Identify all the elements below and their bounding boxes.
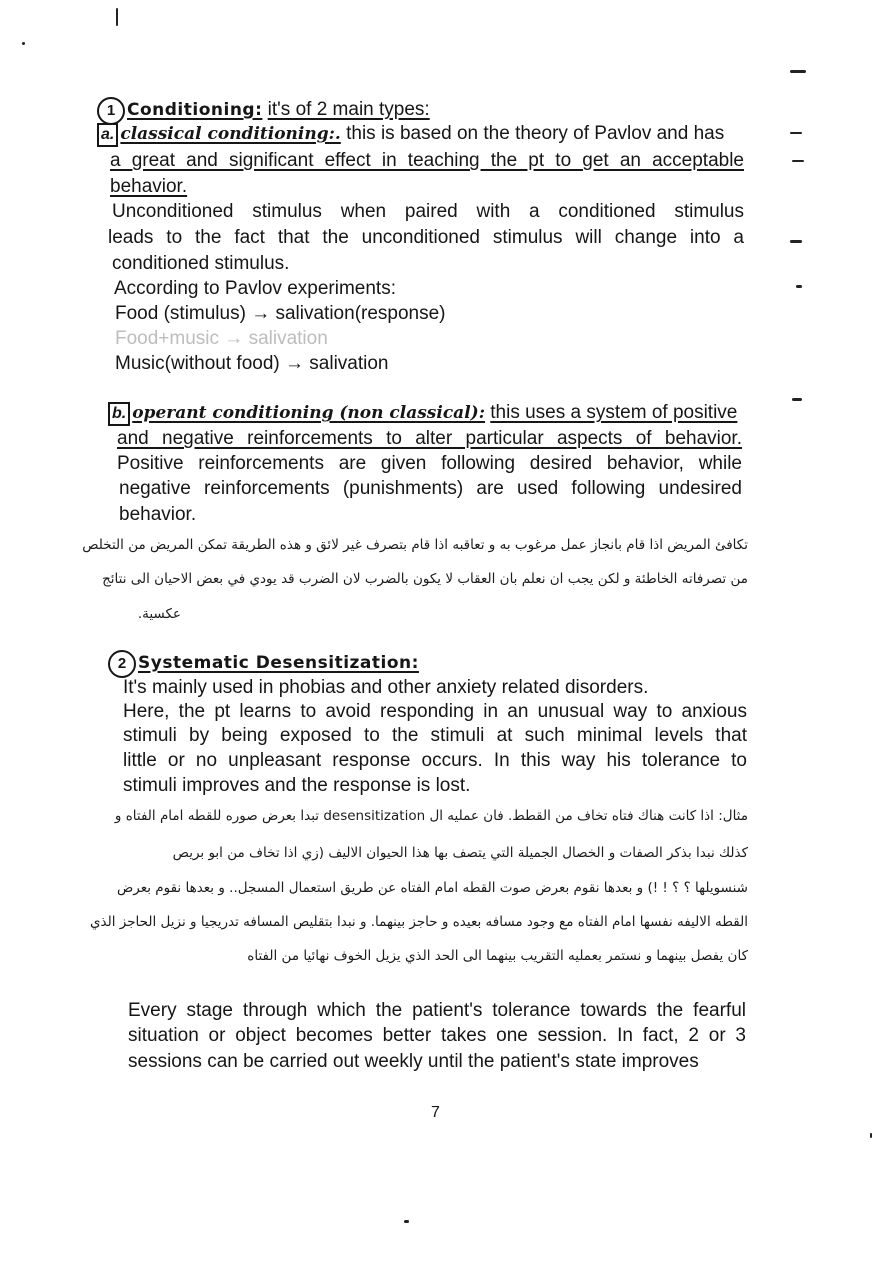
body-text-line: conditioned stimulus.: [112, 253, 290, 274]
body-text-line: Here, the pt learns to avoid responding in an unusual way to anxious: [123, 701, 747, 722]
closing-text-line: sessions can be carried out weekly until the patient's state improves: [128, 1051, 699, 1072]
section-2-heading: [108, 650, 419, 678]
subsection-letter-a: a.: [97, 123, 118, 147]
classical-heading-line: [97, 122, 724, 147]
arabic-note-line: كان يفصل بينهما و نستمر بعمليه التقريب بينهما الى الحد الذي يزيل الخوف نهائيا من الفتاه: [247, 948, 748, 964]
body-text-line: little or no unpleasant response occurs. In this way his tolerance to: [123, 750, 747, 771]
body-text-line: leads to the fact that the unconditioned stimulus will change into a: [108, 227, 744, 248]
scan-mark: [116, 8, 118, 26]
body-text-line: this is based on the theory of Pavlov and has: [346, 123, 725, 144]
scan-mark: [870, 1133, 872, 1138]
scan-mark: [790, 240, 802, 243]
arabic-note-line: تكافئ المريض اذا قام بانجاز عمل مرغوب به و تعاقبه اذا قام بتصرف غير لائق و هذه الطريقة تمكن المريض من التخلص: [82, 537, 748, 553]
scan-mark: [792, 160, 804, 162]
operant-heading-line: [108, 401, 737, 426]
section-number-badge: 2: [108, 650, 136, 678]
body-text-line: Music(without food) → salivation: [115, 353, 389, 374]
body-text-line: and negative reinforcements to alter particular aspects of behavior.: [117, 428, 742, 449]
section-subtitle: it's of 2 main types:: [267, 99, 430, 120]
page-number: 7: [431, 1104, 440, 1121]
body-text-line: behavior.: [110, 176, 188, 197]
body-text-line: Unconditioned stimulus when paired with a conditioned stimulus: [112, 201, 744, 222]
section-number-badge: 1: [97, 97, 125, 125]
scan-mark: [796, 285, 802, 288]
body-text-line: Positive reinforcements are given following desired behavior, while: [117, 453, 742, 474]
section-1-heading: [97, 97, 430, 125]
scan-mark: [792, 398, 802, 401]
scan-mark: [22, 42, 25, 45]
scan-mark: [790, 70, 806, 73]
arabic-note-line: القطه الاليفه نفسها امام الفتاه مع وجود مسافه بعيده و حاجز بينهما. و نبدا بتقليص المسافه تدريجيا و نزيل الحاجز الذي: [89, 914, 748, 930]
body-text-line: behavior.: [119, 504, 197, 525]
closing-text-line: situation or object becomes better takes one session. In fact, 2 or 3: [128, 1025, 746, 1046]
body-text-line: negative reinforcements (punishments) are used following undesired: [119, 478, 742, 499]
body-text-line: this uses a system of positive: [490, 402, 738, 423]
subsection-letter-b: b.: [108, 402, 130, 426]
subsection-heading: classical conditioning:.: [120, 124, 341, 144]
section-heading: Conditioning:: [127, 100, 263, 120]
scan-mark: [790, 132, 802, 134]
arabic-note-line: عكسية.: [137, 606, 181, 622]
arabic-note-line: شنسويلها ؟ ؟ ! !) و بعدها نقوم بعرض صوت القطه امام الفتاه عن طريق استعمال المسجل.. و بعدها نقوم بعرض: [116, 880, 748, 896]
arabic-note-line: كذلك نبدا بذكر الصفات و الخصال الجميلة التي يتصف بها هذا الحيوان الاليف (زي اذا تخاف من ابو بريص: [172, 845, 748, 861]
closing-text-line: Every stage through which the patient's tolerance towards the fearful: [128, 1000, 746, 1021]
arabic-note-line: من تصرفاته الخاطئة و لكن يجب ان نعلم بان العقاب لا يكون بالضرب لان الضرب قد يودي في بعض الاحيان الى نتائج: [102, 571, 748, 587]
body-text-line: It's mainly used in phobias and other anxiety related disorders.: [123, 677, 649, 698]
faded-text-line: Food+music → salivation: [115, 328, 328, 349]
arabic-note-line: مثال: اذا كانت هناك فتاه تخاف من القطط. فان عمليه ال desensitization تبدا بعرض صوره للقطه امام الفتاه و: [114, 808, 748, 824]
subsection-heading: operant conditioning (non classical):: [132, 403, 485, 423]
body-text-line: According to Pavlov experiments:: [114, 278, 396, 299]
body-text-line: stimuli improves and the response is lost.: [123, 775, 471, 796]
section-heading: Systematic Desensitization:: [138, 653, 419, 673]
body-text-line: Food (stimulus) → salivation(response): [115, 303, 446, 324]
body-text-line: stimuli by being exposed to the stimuli at such minimal levels that: [123, 725, 747, 746]
body-text-line: a great and significant effect in teaching the pt to get an acceptable: [110, 150, 744, 171]
scan-mark: [404, 1220, 409, 1223]
